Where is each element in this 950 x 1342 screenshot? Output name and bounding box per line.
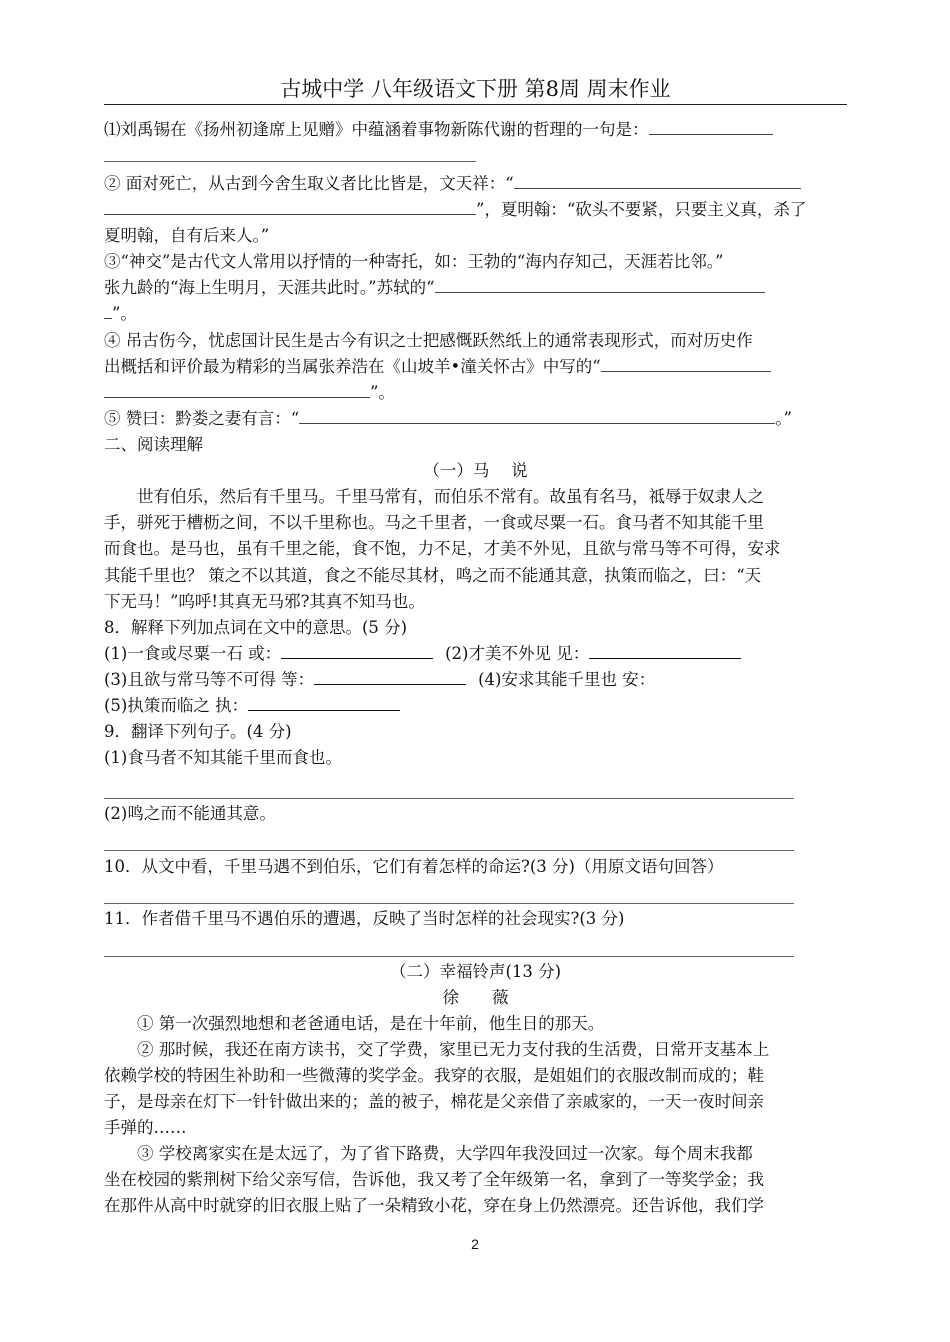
question-2	[104, 171, 847, 197]
q8-item-4: (4)安求其能千里也 安：	[478, 670, 656, 689]
passage-2-line: ③ 学校离家实在是太远了，为了省下路费，大学四年我没回过一次家。每个周末我都	[137, 1144, 753, 1163]
passage-2-line: ① 第一次强烈地想和老爸通电话，是在十年前，他生日的那天。	[137, 1014, 605, 1033]
question-4-text-b: 出概括和评价最为精彩的当属张养浩在《山坡羊•潼关怀古》中写的“	[104, 357, 601, 376]
passage-title: （一）马 说	[423, 461, 528, 480]
question-2-end: 夏明翰，自有后来人。”	[104, 226, 270, 245]
answer-blank[interactable]	[104, 380, 370, 398]
answer-blank[interactable]	[589, 641, 741, 659]
answer-blank[interactable]	[104, 197, 476, 215]
answer-blank[interactable]	[104, 301, 112, 319]
q8-item-5: (5)执策而临之 执：	[104, 696, 249, 715]
answer-line[interactable]	[104, 956, 794, 957]
question-5-text-b: 。”	[775, 409, 792, 428]
passage-line: 世有伯乐，然后有千里马。千里马常有，而伯乐不常有。故虽有名马，祗辱于奴隶人之	[137, 487, 764, 506]
passage-2-author: 徐 薇	[442, 988, 509, 1007]
question-3-text-b: 张九龄的“海上生明月，天涯共此时。”苏轼的“	[104, 278, 435, 297]
answer-line[interactable]	[104, 798, 794, 799]
question-10-stem: 10．从文中看，千里马遇不到伯乐，它们有着怎样的命运?(3 分)（用原文语句回答）	[104, 857, 724, 876]
answer-line[interactable]	[104, 161, 476, 162]
passage-2-line: 坐在校园的紫荆树下给父亲写信，告诉他，我又考了全年级第一名，拿到了一等奖学金；我	[104, 1170, 764, 1189]
q8-item-1: (1)一食或尽粟一石 或：	[104, 644, 282, 663]
q8-item-2: (2)才美不外见 见：	[445, 644, 590, 663]
answer-blank[interactable]	[299, 406, 775, 424]
passage-line: 其能千里也？ 策之不以其道，食之不能尽其材，鸣之而不能通其意，执策而临之，曰：“天	[104, 566, 762, 585]
q8-item-3: (3)且欲与常马等不可得 等：	[104, 670, 315, 689]
question-11-stem: 11．作者借千里马不遇伯乐的遭遇，反映了当时怎样的社会现实?(3 分)	[104, 909, 625, 928]
answer-blank[interactable]	[314, 667, 466, 685]
question-8-row-3	[104, 693, 847, 719]
page-header-title: 古城中学 八年级语文下册 第8周 周末作业	[104, 74, 847, 105]
page-number: 2	[471, 1236, 479, 1252]
answer-blank[interactable]	[649, 117, 773, 135]
passage-line: 下无马！”呜呼!其真无马邪?其真不知马也。	[104, 592, 425, 611]
question-8-row-2	[104, 667, 847, 693]
answer-blank[interactable]	[281, 641, 433, 659]
question-9-stem: 9．翻译下列句子。(4 分)	[104, 722, 292, 741]
question-3-text-c: ”。	[112, 304, 137, 323]
answer-blank[interactable]	[248, 693, 400, 711]
question-9-sentence-2: (2)鸣之而不能通其意。	[104, 804, 276, 823]
answer-line[interactable]	[104, 903, 794, 904]
passage-line: 而食也。是马也，虽有千里之能，食不饱，力不足，才美不外见，且欲与常马等不可得，安求	[104, 539, 781, 558]
question-1-text: ⑴刘禹锡在《扬州初逢席上见赠》中蕴涵着事物新陈代谢的哲理的一句是：	[104, 120, 649, 139]
answer-line[interactable]	[104, 850, 794, 851]
question-4-end	[104, 380, 847, 406]
question-2-cont	[104, 197, 847, 223]
question-3: ③“神交”是古代文人常用以抒情的一种寄托，如：王勃的“海内存知己，天涯若比邻。”	[104, 252, 724, 271]
passage-2-line: 子，是母亲在灯下一针针做出来的；盖的被子，棉花是父亲借了亲戚家的，一天一夜时间亲	[104, 1092, 764, 1111]
passage-2-line: 在那件从高中时就穿的旧衣服上贴了一朵精致小花，穿在身上仍然漂亮。还告诉他，我们学	[104, 1196, 764, 1215]
answer-blank[interactable]	[435, 275, 765, 293]
question-5	[104, 406, 847, 432]
question-1	[104, 117, 847, 143]
passage-line: 手，骈死于槽枥之间，不以千里称也。马之千里者，一食或尽粟一石。食马者不知其能千里	[104, 513, 764, 532]
passage-2-line: 依赖学校的特困生补助和一些微薄的奖学金。我穿的衣服，是姐姐们的衣服改制而成的；鞋	[104, 1066, 764, 1085]
passage-2-line: ② 那时候，我还在南方读书，交了学费，家里已无力支付我的生活费，日常开支基本上	[137, 1040, 770, 1059]
question-3-cont	[104, 275, 847, 301]
answer-blank[interactable]	[514, 171, 801, 189]
passage-2-line: 手弹的……	[104, 1118, 187, 1137]
question-4: ④ 吊古伤今，忧虑国计民生是古今有识之士把感慨跃然纸上的通常表现形式，而对历史作	[104, 331, 753, 350]
question-8-row-1	[104, 641, 847, 667]
question-4-text-c: ”。	[370, 383, 395, 402]
question-2-text: ② 面对死亡，从古到今舍生取义者比比皆是，文天祥：“	[104, 174, 514, 193]
question-5-text: ⑤ 赞曰：黔娄之妻有言：“	[104, 409, 300, 428]
question-2-text-b: ”，夏明翰：“砍头不要紧，只要主义真，杀了	[476, 200, 807, 219]
question-3-end	[104, 301, 847, 327]
passage-2-title: （二）幸福铃声(13 分)	[389, 962, 562, 981]
answer-blank[interactable]	[601, 354, 771, 372]
question-8-stem: 8．解释下列加点词在文中的意思。(5 分)	[104, 618, 408, 637]
section-heading: 二、阅读理解	[104, 435, 203, 454]
question-9-sentence-1: (1)食马者不知其能千里而食也。	[104, 748, 342, 767]
question-4-cont	[104, 354, 847, 380]
